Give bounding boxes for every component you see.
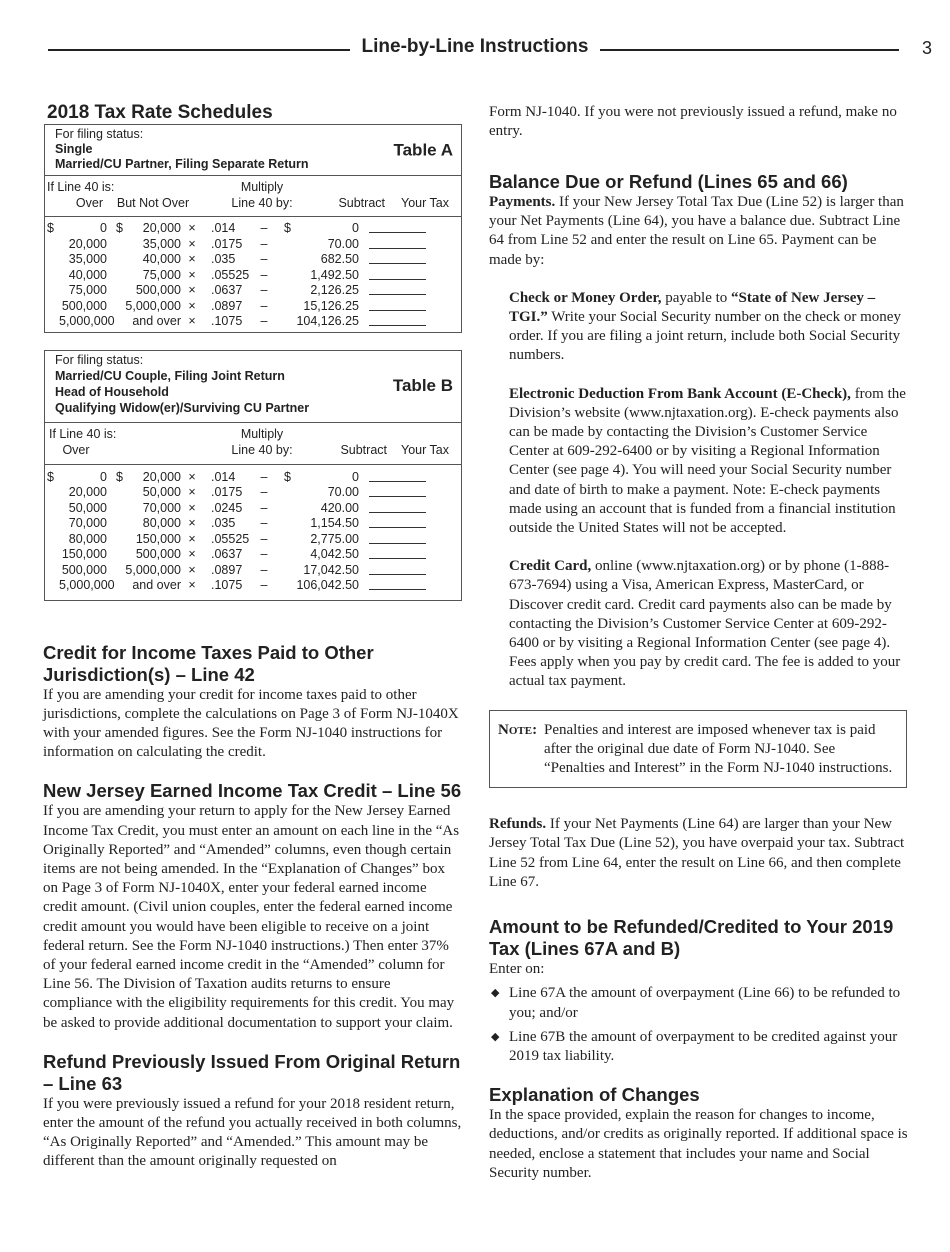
filing-status-item: Married/CU Partner, Filing Separate Return bbox=[55, 157, 309, 171]
table-row bbox=[45, 221, 461, 237]
rate-cell: .014 bbox=[211, 221, 236, 235]
your-tax-blank bbox=[361, 268, 432, 284]
check-mid: payable to bbox=[665, 289, 728, 306]
multiply-sign-cell: × bbox=[188, 221, 196, 235]
over-cell: 35,000 bbox=[68, 252, 107, 266]
minus-sign-cell: – bbox=[260, 283, 268, 297]
minus-sign-cell: – bbox=[260, 500, 268, 515]
refund-previous-heading: Refund Previously Issued From Original Return – Line 63 bbox=[43, 1050, 461, 1094]
tax-table-b bbox=[44, 350, 462, 601]
dollar-sign-cell bbox=[273, 268, 291, 284]
refunded-intro: Enter on: bbox=[489, 961, 545, 978]
multiply-sign-cell: × bbox=[188, 236, 196, 251]
diamond-bullet-icon: ◆ bbox=[491, 1030, 500, 1043]
dollar-sign-cell bbox=[107, 283, 123, 299]
refund-previous-section bbox=[43, 1051, 463, 1172]
subtract-cell: 1,154.50 bbox=[310, 516, 359, 530]
filing-status-item: Qualifying Widow(er)/Surviving CU Partner bbox=[55, 400, 310, 415]
rate-cell: .0637 bbox=[211, 283, 243, 297]
list-item bbox=[489, 984, 909, 1022]
col-header-yourtax-wrap bbox=[389, 426, 461, 458]
but-not-over-cell: 40,000 bbox=[142, 252, 181, 266]
dollar-sign-cell bbox=[273, 532, 291, 548]
table-row bbox=[45, 547, 461, 563]
over-cell: 0 bbox=[100, 221, 107, 235]
subtract-cell: 1,492.50 bbox=[310, 267, 359, 282]
bullet-text: Line 67B the amount of overpayment to be credited against your 2019 tax liability. bbox=[509, 1028, 898, 1064]
dollar-sign-cell bbox=[273, 252, 291, 268]
minus-sign-cell: – bbox=[260, 547, 268, 561]
card-label: Credit Card, bbox=[509, 558, 592, 575]
over-cell: 500,000 bbox=[61, 562, 107, 577]
table-a-label: Table A bbox=[393, 140, 453, 160]
dollar-sign-cell bbox=[107, 563, 123, 579]
table-row bbox=[45, 485, 461, 501]
col-header-subtract-wrap bbox=[307, 426, 389, 458]
rate-cell: .05525 bbox=[211, 267, 250, 282]
rate-cell: .1075 bbox=[211, 578, 243, 592]
minus-sign-cell: – bbox=[260, 516, 268, 530]
subtract-cell: 15,126.25 bbox=[303, 298, 359, 313]
minus-sign-cell: – bbox=[260, 531, 268, 546]
check-paragraph bbox=[489, 289, 909, 366]
table-row bbox=[45, 516, 461, 532]
minus-sign-cell: – bbox=[260, 485, 268, 499]
col-header-multiply bbox=[199, 426, 307, 458]
header-rule-right bbox=[600, 49, 899, 51]
explanation-section bbox=[489, 1084, 909, 1183]
multiply-sign-cell: × bbox=[188, 485, 196, 499]
balance-heading: Balance Due or Refund (Lines 65 and 66) bbox=[489, 171, 848, 192]
credit-body: If you are amending your credit for income taxes paid to other jurisdictions, complete the calculations on Page 3 of Form NJ-1040X with your amended figures. See the Form NJ-1040 instructions for information on calculating the credit. bbox=[43, 686, 459, 761]
your-tax-blank bbox=[361, 299, 432, 315]
multiply-sign-cell: × bbox=[188, 562, 196, 577]
dollar-sign-cell bbox=[45, 485, 59, 501]
dollar-sign-cell bbox=[107, 252, 123, 268]
but-not-over-cell: 75,000 bbox=[142, 267, 181, 282]
your-tax-blank bbox=[361, 578, 432, 594]
echeck-body: from the Division’s website (www.njtaxation.org). E-check payments also can be made by contacting the Division’s Customer Service Center at 609-292-6400 or by visiting a Regional Information Center (see page 4). You will need your Social Security number and date of birth to make a payment. Note: E-check payments made using an account that is funded from a financial institution outside the United States will not be accepted. bbox=[509, 385, 906, 537]
your-tax-blank bbox=[361, 237, 432, 253]
dollar-sign-cell bbox=[45, 252, 59, 268]
your-tax-blank bbox=[361, 314, 432, 330]
but-not-over-cell: and over bbox=[132, 314, 181, 328]
but-not-over-cell: 5,000,000 bbox=[125, 298, 181, 313]
multiply-sign-cell: × bbox=[188, 267, 196, 282]
over-cell: 150,000 bbox=[61, 547, 107, 561]
but-not-over-cell: 500,000 bbox=[135, 283, 181, 297]
col-header-over-label: Over bbox=[62, 442, 90, 457]
dollar-sign-cell bbox=[107, 299, 123, 315]
minus-sign-cell: – bbox=[260, 469, 268, 484]
subtract-cell: 0 bbox=[352, 469, 359, 484]
refund-continuation-text: Form NJ-1040. If you were not previously issued a refund, make no entry. bbox=[489, 104, 897, 140]
refunded-heading: Amount to be Refunded/Credited to Your 2019 Tax (Lines 67A and B) bbox=[489, 916, 894, 960]
dollar-sign-cell bbox=[107, 314, 123, 330]
col-header-subtract-wrap bbox=[307, 179, 389, 211]
col-header-multiply-2: Line 40 by: bbox=[231, 442, 293, 457]
dollar-sign-cell bbox=[45, 547, 59, 563]
but-not-over-cell: 35,000 bbox=[142, 236, 181, 251]
col-header-over-label: Over bbox=[75, 196, 103, 210]
filing-status-label: For filing status: bbox=[55, 127, 144, 141]
dollar-sign-cell bbox=[273, 485, 291, 501]
table-row bbox=[45, 314, 461, 330]
subtract-cell: 0 bbox=[352, 221, 359, 235]
table-row bbox=[45, 283, 461, 299]
subtract-cell: 420.00 bbox=[320, 500, 359, 515]
but-not-over-cell: 80,000 bbox=[142, 516, 181, 530]
minus-sign-cell: – bbox=[260, 298, 268, 313]
dollar-sign-cell bbox=[45, 268, 59, 284]
refund-previous-body: If you were previously issued a refund for your 2018 resident return, enter the amount of the refund you actually received in both columns, “As Originally Reported” and “Amended.” This amount may be different than the amount originally requested on bbox=[43, 1095, 462, 1170]
dollar-sign-cell bbox=[45, 578, 59, 594]
minus-sign-cell: – bbox=[260, 562, 268, 577]
over-cell: 50,000 bbox=[68, 500, 107, 515]
note-label: Note: bbox=[498, 721, 538, 738]
page-header-title: Line-by-Line Instructions bbox=[361, 36, 589, 57]
dollar-sign-cell: $ bbox=[284, 221, 291, 235]
your-tax-blank bbox=[361, 563, 432, 579]
col-header-multiply bbox=[199, 179, 307, 211]
check-label: Check or Money Order, bbox=[509, 289, 662, 306]
dollar-sign-cell bbox=[45, 314, 59, 330]
dollar-sign-cell bbox=[45, 283, 59, 299]
your-tax-blank bbox=[361, 532, 432, 548]
multiply-sign-cell: × bbox=[188, 469, 196, 484]
dollar-sign-cell bbox=[273, 314, 291, 330]
but-not-over-cell: 20,000 bbox=[142, 469, 181, 484]
refunded-bullets bbox=[489, 984, 909, 1066]
subtract-cell: 2,126.25 bbox=[310, 283, 359, 297]
over-cell: 5,000,000 bbox=[59, 578, 115, 592]
eitc-section bbox=[43, 780, 463, 1032]
rate-cell: .05525 bbox=[211, 531, 250, 546]
dollar-sign-cell bbox=[107, 485, 123, 501]
rate-cell: .0897 bbox=[211, 562, 243, 577]
table-b-label: Table B bbox=[392, 376, 453, 395]
table-row bbox=[45, 299, 461, 315]
col-header-butnot bbox=[107, 179, 199, 211]
table-a-rows bbox=[45, 217, 461, 332]
minus-sign-cell: – bbox=[260, 314, 268, 328]
rate-cell: .0175 bbox=[211, 236, 243, 251]
subtract-cell: 17,042.50 bbox=[303, 562, 359, 577]
multiply-sign-cell: × bbox=[188, 531, 196, 546]
diamond-bullet-icon: ◆ bbox=[491, 987, 500, 1000]
dollar-sign-cell bbox=[107, 516, 123, 532]
payments-paragraph bbox=[489, 193, 909, 270]
but-not-over-cell: 70,000 bbox=[142, 500, 181, 515]
minus-sign-cell: – bbox=[260, 578, 268, 592]
your-tax-blank bbox=[361, 516, 432, 532]
subtract-cell: 106,042.50 bbox=[296, 578, 359, 592]
subtract-cell: 70.00 bbox=[327, 485, 359, 499]
dollar-sign-cell bbox=[45, 563, 59, 579]
dollar-sign-cell bbox=[107, 237, 123, 253]
but-not-over-cell: 5,000,000 bbox=[125, 562, 181, 577]
subtract-cell: 682.50 bbox=[320, 252, 359, 266]
multiply-sign-cell: × bbox=[188, 252, 196, 266]
rate-cell: .1075 bbox=[211, 314, 243, 328]
col-header-over bbox=[45, 426, 117, 458]
your-tax-blank bbox=[361, 485, 432, 501]
filing-status-item: Married/CU Couple, Filing Joint Return bbox=[55, 368, 285, 383]
dollar-sign-cell: $ bbox=[47, 469, 54, 484]
your-tax-blank bbox=[361, 547, 432, 563]
explanation-heading: Explanation of Changes bbox=[489, 1084, 700, 1106]
dollar-sign-cell bbox=[273, 563, 291, 579]
table-row bbox=[45, 501, 461, 517]
dollar-sign-cell: $ bbox=[284, 469, 291, 484]
over-cell: 5,000,000 bbox=[59, 314, 115, 328]
explanation-body: In the space provided, explain the reason for changes to income, deductions, and/or credits as originally reported. If additional space is needed, enclose a statement that includes your name and Social Security number. bbox=[489, 1107, 908, 1181]
rate-cell: .0245 bbox=[211, 500, 243, 515]
dollar-sign-cell bbox=[273, 547, 291, 563]
table-b-column-headers bbox=[45, 423, 461, 465]
dollar-sign-cell bbox=[45, 237, 59, 253]
rate-cell: .0897 bbox=[211, 298, 243, 313]
credit-section bbox=[43, 642, 463, 763]
right-column bbox=[489, 103, 909, 1183]
note-grid bbox=[498, 721, 898, 779]
note-box bbox=[489, 710, 907, 789]
col-header-empty bbox=[107, 426, 199, 458]
schedules-title: 2018 Tax Rate Schedules bbox=[47, 102, 273, 123]
eitc-body: If you are amending your return to apply for the New Jersey Earned Income Tax Credit, you must enter an amount on each line in the “As Originally Reported” and “Amended” columns, even though certain items are not being amended. In the “Explanation of Changes” box on Page 3 of Form NJ-1040X, enter your federal earned income credit amount. (Civil union couples, enter the federal earned income credit amount you would have been eligible to receive on a joint federal return. See the Form NJ-1040 instructions.) Then enter 37% of your federal earned income credit in the “Amended” column for Line 56. The Division of Taxation audits returns to ensure compliance with the eligibility requirements for this credit. You may be asked to provide additional documentation to support your claim. bbox=[43, 803, 460, 1031]
subtract-cell: 4,042.50 bbox=[310, 547, 359, 561]
table-b-header bbox=[45, 351, 461, 423]
minus-sign-cell: – bbox=[260, 236, 268, 251]
subtract-cell: 2,775.00 bbox=[310, 531, 359, 546]
note-body: Penalties and interest are imposed whenever tax is paid after the original due date of Form NJ-1040. See “Penalties and Interest” in the Form NJ-1040 instructions. bbox=[544, 721, 893, 777]
subtract-cell: 70.00 bbox=[327, 236, 359, 251]
balance-section bbox=[489, 171, 909, 692]
credit-heading: Credit for Income Taxes Paid to Other Jurisdiction(s) – Line 42 bbox=[43, 641, 374, 685]
subtract-cell: 104,126.25 bbox=[296, 314, 359, 328]
dollar-sign-cell: $ bbox=[116, 221, 123, 235]
list-item bbox=[489, 1028, 909, 1066]
echeck-label: Electronic Deduction From Bank Account (E-Check), bbox=[509, 385, 851, 402]
minus-sign-cell: – bbox=[260, 252, 268, 266]
tax-table-a bbox=[44, 124, 462, 333]
dollar-sign-cell bbox=[273, 237, 291, 253]
col-header-multiply-1: Multiply bbox=[240, 180, 284, 194]
rate-cell: .014 bbox=[211, 469, 236, 484]
multiply-sign-cell: × bbox=[188, 298, 196, 313]
dollar-sign-cell bbox=[107, 578, 123, 594]
over-cell: 0 bbox=[100, 469, 107, 484]
table-row bbox=[45, 268, 461, 284]
your-tax-blank bbox=[361, 252, 432, 268]
card-paragraph bbox=[489, 557, 909, 691]
table-row bbox=[45, 563, 461, 579]
your-tax-blank bbox=[361, 470, 432, 486]
over-cell: 20,000 bbox=[68, 485, 107, 499]
dollar-sign-cell bbox=[273, 283, 291, 299]
rate-cell: .035 bbox=[211, 252, 236, 266]
but-not-over-cell: and over bbox=[132, 578, 181, 592]
col-header-over bbox=[45, 179, 115, 211]
over-cell: 80,000 bbox=[68, 531, 107, 546]
dollar-sign-cell bbox=[107, 501, 123, 517]
dollar-sign-cell bbox=[107, 547, 123, 563]
over-cell: 20,000 bbox=[68, 236, 107, 251]
table-row bbox=[45, 470, 461, 486]
eitc-heading: New Jersey Earned Income Tax Credit – Line 56 bbox=[43, 780, 462, 802]
dollar-sign-cell bbox=[45, 299, 59, 315]
but-not-over-cell: 50,000 bbox=[142, 485, 181, 499]
left-column bbox=[43, 102, 463, 1172]
filing-status-item: Head of Household bbox=[55, 384, 169, 399]
table-a-column-headers bbox=[45, 176, 461, 217]
multiply-sign-cell: × bbox=[188, 516, 196, 530]
dollar-sign-cell bbox=[107, 532, 123, 548]
refunds-paragraph bbox=[489, 815, 909, 892]
your-tax-blank bbox=[361, 283, 432, 299]
col-header-multiply-1: Multiply bbox=[240, 426, 284, 441]
rate-cell: .0637 bbox=[211, 547, 243, 561]
table-a-header bbox=[45, 125, 461, 176]
dollar-sign-cell bbox=[273, 578, 291, 594]
echeck-paragraph bbox=[489, 385, 909, 539]
col-header-yourtax: Your Tax bbox=[401, 196, 449, 210]
dollar-sign-cell bbox=[273, 501, 291, 517]
multiply-sign-cell: × bbox=[188, 500, 196, 515]
minus-sign-cell: – bbox=[260, 267, 268, 282]
table-row bbox=[45, 237, 461, 253]
refunds-body: If your Net Payments (Line 64) are larger than your New Jersey Total Tax Due (Line 52), you have overpaid your tax. Subtract Line 52 from Line 64, enter the result on Line 66, and then complete Line 67. bbox=[489, 816, 905, 890]
rate-cell: .0175 bbox=[211, 485, 243, 499]
dollar-sign-cell bbox=[273, 299, 291, 315]
table-row bbox=[45, 532, 461, 548]
dollar-sign-cell: $ bbox=[47, 221, 54, 235]
col-header-line40: If Line 40 is: bbox=[47, 180, 115, 194]
multiply-sign-cell: × bbox=[188, 578, 196, 592]
card-body: online (www.njtaxation.org) or by phone (1-888-673-7694) using a Visa, American Express, MasterCard, or Discover credit card. Credit card payments also can be made by contacting the Division’s Customer Service Center at 609-292-6400 or by visiting a Regional Information Center (see page 4). Fees apply when you pay by credit card. The fee is added to your actual tax payment. bbox=[509, 558, 901, 690]
col-header-subtract: Subtract bbox=[340, 442, 387, 457]
but-not-over-cell: 500,000 bbox=[135, 547, 181, 561]
but-not-over-cell: 150,000 bbox=[135, 531, 181, 546]
table-row bbox=[45, 252, 461, 268]
check-body: Write your Social Security number on the check or money order. If you are filing a joint return, include both Social Security numbers. bbox=[509, 309, 901, 364]
col-header-multiply-2: Line 40 by: bbox=[231, 196, 293, 210]
col-header-line40: If Line 40 is: bbox=[49, 426, 117, 441]
page-number: 3 bbox=[921, 38, 932, 58]
but-not-over-cell: 20,000 bbox=[142, 221, 181, 235]
over-cell: 40,000 bbox=[68, 267, 107, 282]
dollar-sign-cell bbox=[45, 501, 59, 517]
over-cell: 75,000 bbox=[68, 283, 107, 297]
payments-label: Payments. bbox=[489, 194, 556, 210]
check-payee: “State of New Jersey – TGI.” bbox=[509, 289, 876, 326]
your-tax-blank bbox=[361, 501, 432, 517]
dollar-sign-cell bbox=[45, 516, 59, 532]
rate-cell: .035 bbox=[211, 516, 236, 530]
table-row bbox=[45, 578, 461, 594]
dollar-sign-cell bbox=[273, 516, 291, 532]
dollar-sign-cell: $ bbox=[116, 469, 123, 484]
multiply-sign-cell: × bbox=[188, 547, 196, 561]
col-header-butnot-label: But Not Over bbox=[116, 196, 190, 210]
col-header-subtract: Subtract bbox=[338, 196, 385, 210]
table-b-rows bbox=[45, 465, 461, 600]
multiply-sign-cell: × bbox=[188, 283, 196, 297]
refunded-section bbox=[489, 916, 909, 1066]
dollar-sign-cell bbox=[107, 268, 123, 284]
your-tax-blank bbox=[361, 221, 432, 237]
payments-body: If your New Jersey Total Tax Due (Line 52) is larger than your Net Payments (Line 64), you have a balance due. Subtract Line 64 from Line 52 and enter the result on Line 65. Payment can be made by: bbox=[489, 194, 904, 268]
filing-status-label: For filing status: bbox=[55, 352, 144, 367]
bullet-text: Line 67A the amount of overpayment (Line 66) to be refunded to you; and/or bbox=[509, 985, 901, 1021]
col-header-yourtax: Your Tax bbox=[401, 442, 449, 457]
over-cell: 500,000 bbox=[61, 298, 107, 313]
col-header-yourtax-wrap bbox=[389, 179, 461, 211]
minus-sign-cell: – bbox=[260, 221, 268, 235]
dollar-sign-cell bbox=[45, 532, 59, 548]
over-cell: 70,000 bbox=[68, 516, 107, 530]
filing-status-item: Single bbox=[55, 142, 93, 156]
multiply-sign-cell: × bbox=[188, 314, 196, 328]
refunds-label: Refunds. bbox=[489, 816, 547, 833]
